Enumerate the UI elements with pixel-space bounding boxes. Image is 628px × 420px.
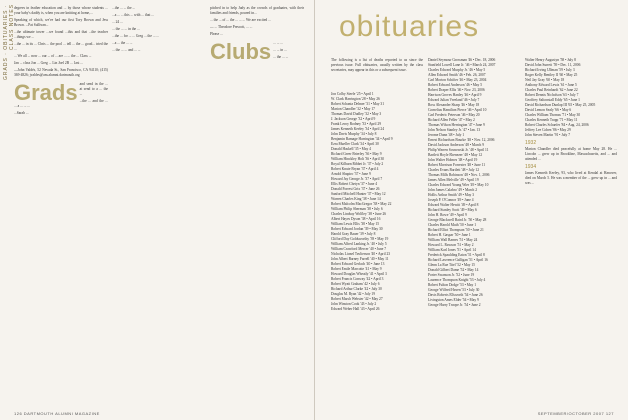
obituary-name: Robert Malcolm MacGregor '38 • May 22 [331,202,392,206]
obituary-name: Howard Jay George Jr. '37 • April 7 [331,177,383,181]
grads-heading: Grads [14,80,78,105]
obituary-name: David Richardson Dunlap III '65 • May 25, 2005 [525,103,596,107]
obituary-name: William Crawford Mercer '40 • June 7 [331,247,387,251]
obituary-name: Cornelius Hamilton Pierce '46 • April 10 [428,108,487,112]
obituary-name: George Wilfred Haven '53 • July 30 [428,288,480,292]
obituary-name: John Albert Barney Farrell '40 • May 11 [331,257,389,261]
obituary-name: Thomas Wilson Herrington '47 • June 9 [428,123,485,127]
names-column-2 [428,58,520,410]
obituary-name: Neil Jay Gray '60 • May 18 [525,78,565,82]
obituary-name: Richard Stanley Scott '49 • May 6 [428,208,477,212]
obituary-name: Sanford Mitchell Hunter '37 • May 12 [331,192,386,196]
obituary-name: Laurence Thompson Knight '53 • July 4 [428,278,486,282]
obituary-name: Robert Draper Ellis '46 • Nov. 23, 2006 [428,88,485,92]
paragraph: ... ... in ... [273,48,287,52]
obituary-name: William Hinckley Holt '36 • April 30 [331,157,385,161]
obituary-name: John Walter Holmes '48 • April 19 [428,158,478,162]
obituary-name: Robert Knute Bryan '37 • April 4 [331,167,379,171]
obituary-name: Stanfield Lowell Lane Jr. '46 • March 24, 2007 [428,63,496,67]
obituary-name: Donald Forrest Grix '37 • June 26 [331,187,380,191]
obituary-name: John Nelson Stanley Jr. '47 • Jan. 13 [428,128,481,132]
obituary-name: Ross Alexander Sharp '46 • May 18 [428,103,480,107]
page-title: obituaries [339,10,480,43]
obituary-1934: James Kenneth Keeley, 93, who lived at Kendal at Hanover, died on March 5. He was a member of the ... grew up in ... and was ... [525,171,617,185]
obituary-name: Richard Elliot Thompson '50 • June 21 [428,228,484,232]
paragraph: ... the ... ... and ... ... [112,48,141,52]
obituary-name: Charles Lindsay Wolfley '38 • June 26 [331,212,387,216]
running-head: GRADS · OBITUARIES · CLASS NOTES [3,4,15,80]
obituary-name: Richard Greer Brierley '36 • May 9 [331,152,382,156]
obituary-name: Livingston Ames Elder '54 • May 9 [428,298,479,302]
obituary-name: David Jackson Anderson '48 • March 9 [428,143,485,147]
paragraph: ...a ... the ... ... [112,41,133,45]
obituary-name: Donald Haskell '35 • May 4 [331,147,371,151]
obituary-name: Ellis Robert Chetyn '37 • June 4 [331,182,378,186]
obituary-name: Arnold Shapiro '37 • June 9 [331,172,371,176]
obituary-name: Nicholas Lionel Tavlierson '40 • April 23 [331,252,391,256]
obituary-name: Edward Weber Hall '43 • April 26 [331,307,380,311]
column-2 [112,6,206,408]
obituary-name: Ernest Richardson Bourke '48 • Nov. 12, 2006 [428,138,495,142]
obituary-name: Charles Kenneth Trapp '71 • May 11 [525,118,578,122]
obituary-name: William Alfred Lanking Jr. '40 • July 5 [331,242,387,246]
obituary-name: Daniel Seymour Grossman '46 • Dec. 18, 2006 [428,58,496,62]
obituary-name: David John Surrett '59 • Dec. 11, 2006 [525,63,581,67]
obituaries-intro: The following is a list of deaths reported to us since the previous issue. Full obituaries, usually written by the class secretaries, may appear in this or a subsequent issue. [331,58,423,72]
obituary-name: Richard Arthur Clarke '42 • July 30 [331,287,382,291]
obituary-name: Bartlett Hoyle Ebenezer '48 • May 12 [428,153,482,157]
obituary-name: Robert Edward Anderson '46 • May 5 [428,83,483,87]
obituary-name: Robert H. Gaspar '50 • June 1 [428,233,471,237]
paragraph: ...the ... for ... ... Greg ... the ... ... [112,34,160,38]
obituary-name: Thomas David Dudley '32 • May 3 [331,112,382,116]
obituary-name: Carl Frederic Peterson '46 • May 20 [428,113,480,117]
obituary-name: Royal Kilburn Ribbet Jr. '37 • July 2 [331,162,384,166]
obituary-name: Charles Edward Murphy Jr. '46 • May 5 [428,68,486,72]
obituary-name: Robert Marsh Webster '42 • May 27 [331,297,383,301]
paragraph: ...the ... and the ... ... a ... ... ... [14,99,108,108]
paragraph: Speaking of which, we've had our first Tory Brown and Jess Brown. ...Pat Sullivan... [14,18,108,27]
obituary-name: Robert Dennis Nicholson '63 • July 7 [525,93,579,97]
clubs-heading: Clubs [210,39,272,64]
paragraph: ... the ... of ... the ... ... ... We are excited ... [210,18,271,22]
obituary-name: Robert Wyatt Graham '42 • July 6 [331,282,380,286]
obituary-name: George Harry Troope Jr. '54 • June 2 [428,303,481,307]
obituary-name: William Philip Sherman '38 • July 6 [331,207,383,211]
obituary-name: Albert Hayes Dyson '38 • April 16 [331,217,381,221]
obituary-name: Davis Roberts Ellsworth '54 • June 26 [428,293,483,297]
obituary-name: Howard Douglas Wheatly '41 • April 3 [331,272,387,276]
obituary-name: Benjamin Ramage Harrington '34 • April 9 [331,137,393,141]
column-3 [210,6,304,408]
obituary-name: Edward Walter Hewitt '49 • April 8 [428,203,479,207]
obituary-name: Charles Harold Muth '50 • June 1 [428,223,477,227]
paragraph: and send in the ... at send to a ... the ... [79,82,108,96]
year-heading-1932: 1932 [525,140,537,146]
page-footer-right: SEPTEMBER/OCTOBER 2007 127 [537,411,614,416]
obituary-name: Richard Irving Ullman '59 • July 3 [525,68,575,72]
paragraph: ...Sarah ... [14,111,29,115]
obituary-name: Robert Fulton Dodge '53 • May 1 [428,283,477,287]
obituary-name: Warren Charles King '38 • June 14 [331,197,381,201]
obituary-name: John H. Rowe '49 • April 9 [428,213,467,217]
obituary-name: Harrison Groves Hanley '46 • April 9 [428,93,482,97]
paragraph: ...the ... in its ... Chris ... the pool ... tell ... the ... good... tried the ... [14,42,108,51]
obituary-name: James Kenneth Keeley '34 • April 24 [331,127,385,131]
obituary-name: Anthony Edward Lewis '61 • June 5 [525,83,577,87]
obituary-name: Robert Schantz Delmer '31 • May 31 [331,102,385,106]
obituary-name: Douglas M. Ryan '42 • July 19 [331,292,375,296]
obituary-name: Robert Morrison Forrester '48 • June 11 [428,163,486,167]
obituary-name: Robert Edward Gerlach '40 • June 13 [331,262,385,266]
obituary-name: Hollis Arthur Smith '49 • May 3 [428,193,475,197]
obituary-name: Richard Allen Feller '47 • May 2 [428,118,475,122]
obituary-name: Thomas Mills Robinson '48 • Nov. 1, 2006 [428,173,490,177]
obituary-name: George Blackwell Baird Jr. '50 • May 28 [428,218,487,222]
obituary-name: Charles Edward Young Wier '49 • May 10 [428,183,489,187]
obituary-name: Glenn La Rue Titel '52 • May 15 [428,263,475,267]
obituary-name: Frederick Spaulding Eaton '51 • April 8 [428,253,485,257]
paragraph: Jan ... class Jon ... Greg ... Lin Joel 2B ... 1ast ... [14,61,83,65]
obituary-name: Jerome Dunn '48 • July 1 [428,133,465,137]
paragraph: ... We all ... now ... our ... of ... are ... ... the ... Class ... [14,54,92,58]
paragraph: ...the ... ... the ... [112,6,136,10]
obituary-name: Robert Edward Jordan '39 • May 30 [331,227,383,231]
obituary-name: Marion Chandler '32 • May 17 [331,107,375,111]
paragraph: degrees in feather education and ... by those whose students ... your baby's daddy is, when you are knitting at home,... [14,6,108,15]
obituary-name: Clifford Day Goldsworthy '39 • May 19 [331,237,389,241]
paragraph: ... the ... ... [273,55,289,59]
obituary-name: W. Clark Harrington '28 • May 26 [331,97,380,101]
obituary-name: Porter Swanson Jr. '52 • June 19 [428,273,475,277]
right-page [314,0,628,420]
obituary-name: Richard Lawrence Galligan '51 • April 16 [428,258,488,262]
page-footer-left: 126 DARTMOUTH ALUMNI MAGAZINE [14,411,100,416]
obituary-name: Edward Julian Vreeland '46 • July 7 [428,98,480,102]
obituary-name: Geoffrey Saltonstall Eddy '65 • June 1 [525,98,580,102]
obituary-name: Charles William Thomas '71 • May 30 [525,113,581,117]
column-1 [14,6,108,408]
obituary-name: Robert Francis Conway '42 • April 3 [331,277,384,281]
obituary-name: Philip Warren Sosnowski Jr. '48 • April 11 [428,148,489,152]
obituary-name: Joseph P. O'Connor '49 • June 4 [428,198,474,202]
obituary-name: J. Jackson George '32 • April 9 [331,117,376,121]
obituary-name: Howard L. Rawson '51 • May 2 [428,243,474,247]
obituary-name: David Lemon Sealy '66 • May 6 [525,108,572,112]
obituary-name: William Lewis Ellis '38 • May 15 [331,222,380,226]
paragraph: ... the ... ... in the ... [112,27,140,31]
obituary-name: Walter Henry Augustyn '58 • July 8 [525,58,576,62]
paragraph: —John Valdés, 52 Nevada St., San Francisco, CA 94110; (415) 369-4826; jvaldes@am.alumni.dartmouth.org [14,68,108,77]
obituary-name: William Karl Jones '51 • April 14 [428,248,476,252]
obituary-name: Allen Edward Smith '46 • Feb. 26, 2007 [428,73,486,77]
year-heading-1934: 1934 [525,164,537,170]
obituary-name: Jeffrey Lee Cohen '86 • May 29 [525,128,571,132]
obituary-name: Frank Leroy Rodney '33 • April 29 [331,122,382,126]
obituary-name: Harold Gray Bauer '39 • July 8 [331,232,376,236]
names-column-3 [525,58,617,410]
obituary-name: Charles Paul Reinhardt '62 • June 22 [525,88,578,92]
paragraph: pitched in to help Judy as the crowds of graduates, with their families and friends, poured in... [210,6,304,15]
obituary-1932: Marion Chandler died peacefully at home May 28. He ... Lincoln ... grew up in Brookline, Massachusetts, and ... and attended ... [525,147,617,161]
paragraph: Please ... [210,32,223,36]
obituary-name: Jon Colby Steele '25 • April 1 [331,92,374,96]
obituary-name: Donald Gilbert Dame '52 • May 14 [428,268,479,272]
paragraph: ...the ultimate tower ...we found ...this and that ...the teacher ...things we ... [14,30,108,39]
obituary-name: John Winston Cook '43 • July 2 [331,302,377,306]
paragraph: ... ... ... [273,41,284,45]
obituary-name: Charles Evans Bartlett '48 • July 12 [428,168,480,172]
obituary-name: John Steven Martin '91 • July 7 [525,133,571,137]
obituary-name: Carl Morton Schifter '46 • May 23, 2004 [428,78,487,82]
obituary-name: Roger Kelly Bentley II '60 • May 25 [525,73,578,77]
paragraph: — ... Theodore Prescott, ... ... [210,25,253,29]
obituary-name: James Allen Melville '49 • April 19 [428,178,479,182]
obituary-name: Robert Emile Marcotte '41 • May 9 [331,267,382,271]
obituary-name: John Davis Murphy '34 • July 8 [331,132,377,136]
obituary-name: William Wall Barnes '51 • May 24 [428,238,478,242]
paragraph: ...a ... ... this ... with ... that ... [112,13,154,17]
names-column-1 [331,92,423,410]
obituary-name: John James Calabro '49 • March 2 [428,188,478,192]
paragraph: ... 24 ... [112,20,123,24]
obituary-name: Ezra Mueller Clark '34 • April 30 [331,142,379,146]
obituary-name: Robert Charles Schaefer '84 • Aug. 24, 2006 [525,123,589,127]
